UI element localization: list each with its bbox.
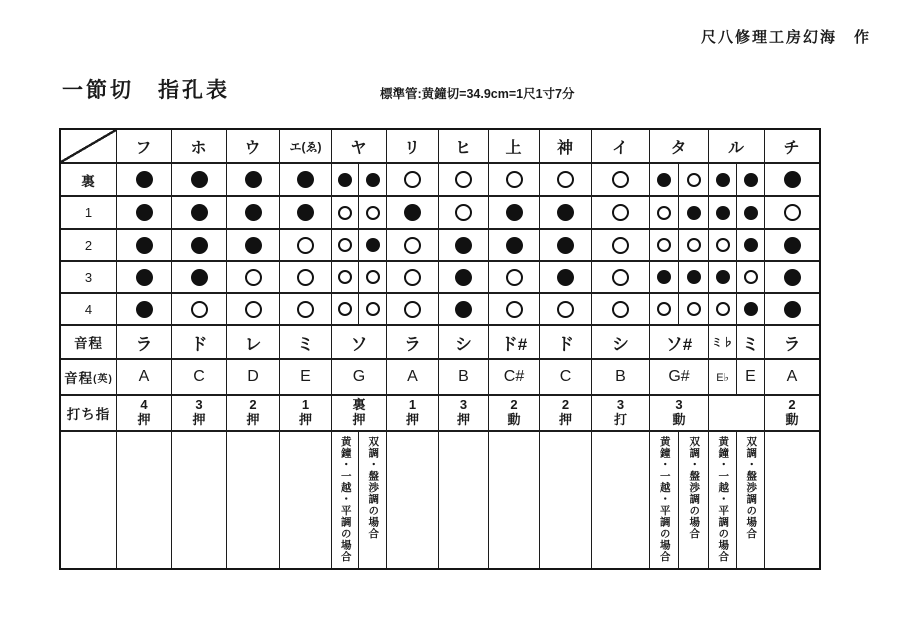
finger-hole (557, 237, 574, 254)
pitch-cell: シ (591, 324, 649, 358)
pitch-cell: ラ (764, 324, 819, 358)
hole-cell (279, 195, 331, 228)
pitch-en-cell: E (279, 358, 331, 394)
pitch-en-cell: C (171, 358, 226, 394)
pitch-cell: ド (539, 324, 591, 358)
hole-cell (649, 162, 678, 195)
hole-cell (591, 195, 649, 228)
finger-hole (366, 238, 380, 252)
finger-hole (506, 171, 523, 188)
hole-cell (116, 195, 171, 228)
hole-cell (358, 292, 386, 324)
hole-cell (358, 195, 386, 228)
finger-hole (716, 173, 730, 187)
hole-cell (438, 162, 488, 195)
pitch-en-cell: C# (488, 358, 539, 394)
hole-cell (438, 292, 488, 324)
hole-cell (279, 260, 331, 292)
hole-cell (171, 292, 226, 324)
hole-cell (649, 228, 678, 260)
hole-cell (708, 195, 736, 228)
pitch-en-cell: E (736, 358, 764, 394)
row-label: 音程 (61, 324, 116, 358)
strike-cell: 4 押 (116, 394, 171, 430)
finger-hole (366, 302, 380, 316)
pitch-cell: ソ# (649, 324, 708, 358)
column-header: 上 (488, 130, 539, 162)
fingering-table (59, 128, 821, 570)
empty-cell (116, 430, 171, 568)
finger-hole (716, 270, 730, 284)
pitch-en-cell: E♭ (708, 358, 736, 394)
finger-hole (557, 204, 574, 221)
hole-cell (331, 260, 358, 292)
strike-cell: 1 押 (279, 394, 331, 430)
column-header: ホ (171, 130, 226, 162)
case-note: 双調・盤渉調の場合 (358, 430, 386, 568)
finger-hole (191, 237, 208, 254)
column-header: ウ (226, 130, 279, 162)
row-label-suffix: (英) (93, 373, 113, 385)
hole-cell (438, 260, 488, 292)
strike-cell: 2 動 (488, 394, 539, 430)
empty-cell (764, 430, 819, 568)
finger-hole (245, 301, 262, 318)
finger-hole (136, 269, 153, 286)
column-header: エ(ゑ) (279, 130, 331, 162)
pitch-en-cell: A (386, 358, 438, 394)
hole-cell (331, 195, 358, 228)
hole-cell (539, 260, 591, 292)
empty-cell (438, 430, 488, 568)
strike-cell: 2 動 (764, 394, 819, 430)
finger-hole (297, 204, 314, 221)
finger-hole (136, 171, 153, 188)
hole-cell (736, 292, 764, 324)
column-header: ヤ (331, 130, 386, 162)
finger-hole (657, 173, 671, 187)
hole-cell (488, 260, 539, 292)
finger-hole (612, 204, 629, 221)
finger-hole (136, 301, 153, 318)
finger-hole (687, 270, 701, 284)
finger-hole (784, 171, 801, 188)
finger-hole (455, 171, 472, 188)
hole-cell (358, 260, 386, 292)
case-note: 黄鐘・一越・平調の場合 (331, 430, 358, 568)
empty-cell (539, 430, 591, 568)
finger-hole (784, 237, 801, 254)
finger-hole (404, 237, 421, 254)
hole-cell (708, 228, 736, 260)
empty-cell (226, 430, 279, 568)
hole-cell (649, 292, 678, 324)
hole-cell (678, 228, 708, 260)
finger-hole (687, 302, 701, 316)
hole-cell (331, 228, 358, 260)
finger-hole (297, 301, 314, 318)
hole-cell (226, 162, 279, 195)
empty-cell (386, 430, 438, 568)
finger-hole (455, 269, 472, 286)
column-header: タ (649, 130, 708, 162)
case-note: 黄鐘・一越・平調の場合 (708, 430, 736, 568)
hole-cell (764, 292, 819, 324)
pitch-cell: ミ (736, 324, 764, 358)
pitch-en-cell: G# (649, 358, 708, 394)
hole-cell (708, 292, 736, 324)
hole-cell (226, 292, 279, 324)
pitch-cell: ミ♭ (708, 324, 736, 358)
finger-hole (687, 206, 701, 220)
empty-cell (488, 430, 539, 568)
finger-hole (612, 237, 629, 254)
finger-hole (455, 204, 472, 221)
finger-hole (245, 171, 262, 188)
hole-cell (386, 228, 438, 260)
strike-cell: 3 打 (591, 394, 649, 430)
strike-cell-empty (708, 394, 764, 430)
pitch-cell: ラ (116, 324, 171, 358)
row-label (61, 358, 116, 394)
hole-cell (171, 260, 226, 292)
hole-cell (386, 195, 438, 228)
hole-cell (764, 195, 819, 228)
finger-hole (191, 269, 208, 286)
pitch-cell: ド# (488, 324, 539, 358)
hole-cell (764, 260, 819, 292)
strike-cell: 2 押 (539, 394, 591, 430)
finger-hole (657, 238, 671, 252)
author-credit: 尺八修理工房幻海 作 (700, 29, 871, 46)
row-label: 2 (61, 228, 116, 260)
finger-hole (657, 302, 671, 316)
finger-hole (191, 301, 208, 318)
finger-hole (557, 171, 574, 188)
row-label: 3 (61, 260, 116, 292)
column-header: 神 (539, 130, 591, 162)
strike-cell: 1 押 (386, 394, 438, 430)
finger-hole (136, 204, 153, 221)
finger-hole (404, 269, 421, 286)
hole-cell (331, 292, 358, 324)
pitch-en-cell: A (764, 358, 819, 394)
row-label: 打ち指 (61, 394, 116, 430)
case-note: 黄鐘・一越・平調の場合 (649, 430, 678, 568)
strike-cell: 3 動 (649, 394, 708, 430)
finger-hole (744, 270, 758, 284)
finger-hole (744, 206, 758, 220)
column-header: フ (116, 130, 171, 162)
hole-cell (226, 195, 279, 228)
hole-cell (736, 162, 764, 195)
strike-cell: 3 押 (438, 394, 488, 430)
pitch-en-cell: G (331, 358, 386, 394)
hole-cell (331, 162, 358, 195)
finger-hole (366, 270, 380, 284)
hole-cell (438, 228, 488, 260)
case-note: 双調・盤渉調の場合 (678, 430, 708, 568)
column-header: チ (764, 130, 819, 162)
finger-hole (784, 301, 801, 318)
hole-cell (226, 228, 279, 260)
hole-cell (678, 292, 708, 324)
finger-hole (338, 270, 352, 284)
hole-cell (591, 292, 649, 324)
finger-hole (506, 204, 523, 221)
pitch-en-cell: B (591, 358, 649, 394)
finger-hole (716, 206, 730, 220)
empty-cell (61, 430, 116, 568)
finger-hole (455, 237, 472, 254)
pitch-cell: ミ (279, 324, 331, 358)
hole-cell (591, 260, 649, 292)
finger-hole (744, 238, 758, 252)
pitch-cell: シ (438, 324, 488, 358)
hole-cell (226, 260, 279, 292)
hole-cell (358, 228, 386, 260)
finger-hole (506, 301, 523, 318)
hole-cell (171, 195, 226, 228)
hole-cell (539, 228, 591, 260)
hole-cell (488, 195, 539, 228)
hole-cell (708, 260, 736, 292)
pitch-en-cell: D (226, 358, 279, 394)
row-label: 1 (61, 195, 116, 228)
hole-cell (539, 292, 591, 324)
strike-cell: 2 押 (226, 394, 279, 430)
finger-hole (657, 206, 671, 220)
finger-hole (191, 204, 208, 221)
finger-hole (744, 173, 758, 187)
hole-cell (279, 162, 331, 195)
hole-cell (116, 292, 171, 324)
finger-hole (366, 173, 380, 187)
page-title: 一節切 指孔表 (62, 79, 230, 102)
finger-hole (404, 171, 421, 188)
column-header: ル (708, 130, 764, 162)
finger-hole (657, 270, 671, 284)
empty-cell (591, 430, 649, 568)
finger-hole (612, 171, 629, 188)
pitch-en-cell: B (438, 358, 488, 394)
hole-cell (649, 195, 678, 228)
finger-hole (744, 302, 758, 316)
empty-cell (171, 430, 226, 568)
hole-cell (386, 162, 438, 195)
hole-cell (539, 195, 591, 228)
hole-cell (116, 228, 171, 260)
pitch-en-cell: C (539, 358, 591, 394)
hole-cell (764, 228, 819, 260)
pitch-cell: ド (171, 324, 226, 358)
finger-hole (716, 238, 730, 252)
hole-cell (116, 162, 171, 195)
finger-hole (404, 301, 421, 318)
hole-cell (279, 228, 331, 260)
pitch-cell: ソ (331, 324, 386, 358)
hole-cell (488, 292, 539, 324)
hole-cell (438, 195, 488, 228)
finger-hole (338, 173, 352, 187)
finger-hole (612, 301, 629, 318)
corner-cell (61, 130, 116, 162)
hole-cell (678, 260, 708, 292)
hole-cell (649, 260, 678, 292)
finger-hole (366, 206, 380, 220)
finger-hole (557, 269, 574, 286)
hole-cell (678, 162, 708, 195)
hole-cell (171, 228, 226, 260)
hole-cell (386, 292, 438, 324)
column-header: イ (591, 130, 649, 162)
hole-cell (358, 162, 386, 195)
pitch-en-cell: A (116, 358, 171, 394)
finger-hole (687, 238, 701, 252)
finger-hole (136, 237, 153, 254)
strike-cell: 裏 押 (331, 394, 386, 430)
finger-hole (506, 237, 523, 254)
pitch-cell: ラ (386, 324, 438, 358)
finger-hole (716, 302, 730, 316)
hole-cell (591, 162, 649, 195)
finger-hole (557, 301, 574, 318)
hole-cell (279, 292, 331, 324)
hole-cell (539, 162, 591, 195)
finger-hole (297, 171, 314, 188)
finger-hole (784, 204, 801, 221)
hole-cell (764, 162, 819, 195)
row-label: 4 (61, 292, 116, 324)
finger-hole (338, 206, 352, 220)
hole-cell (171, 162, 226, 195)
finger-hole (297, 269, 314, 286)
hole-cell (736, 228, 764, 260)
finger-hole (404, 204, 421, 221)
hole-cell (386, 260, 438, 292)
finger-hole (297, 237, 314, 254)
empty-cell (279, 430, 331, 568)
strike-cell: 3 押 (171, 394, 226, 430)
row-label: 裏 (61, 162, 116, 195)
standard-pipe-note: 標準管:黄鐘切=34.9cm=1尺1寸7分 (380, 87, 575, 101)
hole-cell (678, 195, 708, 228)
column-header: ヒ (438, 130, 488, 162)
finger-hole (191, 171, 208, 188)
finger-hole (338, 302, 352, 316)
hole-cell (736, 260, 764, 292)
row-label-text: 音程 (64, 371, 94, 386)
case-note: 双調・盤渉調の場合 (736, 430, 764, 568)
hole-cell (736, 195, 764, 228)
finger-hole (245, 269, 262, 286)
finger-hole (338, 238, 352, 252)
finger-hole (612, 269, 629, 286)
hole-cell (116, 260, 171, 292)
hole-cell (708, 162, 736, 195)
hole-cell (488, 228, 539, 260)
finger-hole (245, 204, 262, 221)
pitch-cell: レ (226, 324, 279, 358)
column-header: リ (386, 130, 438, 162)
hole-cell (488, 162, 539, 195)
finger-hole (245, 237, 262, 254)
finger-hole (784, 269, 801, 286)
finger-hole (687, 173, 701, 187)
hole-cell (591, 228, 649, 260)
finger-hole (506, 269, 523, 286)
finger-hole (455, 301, 472, 318)
